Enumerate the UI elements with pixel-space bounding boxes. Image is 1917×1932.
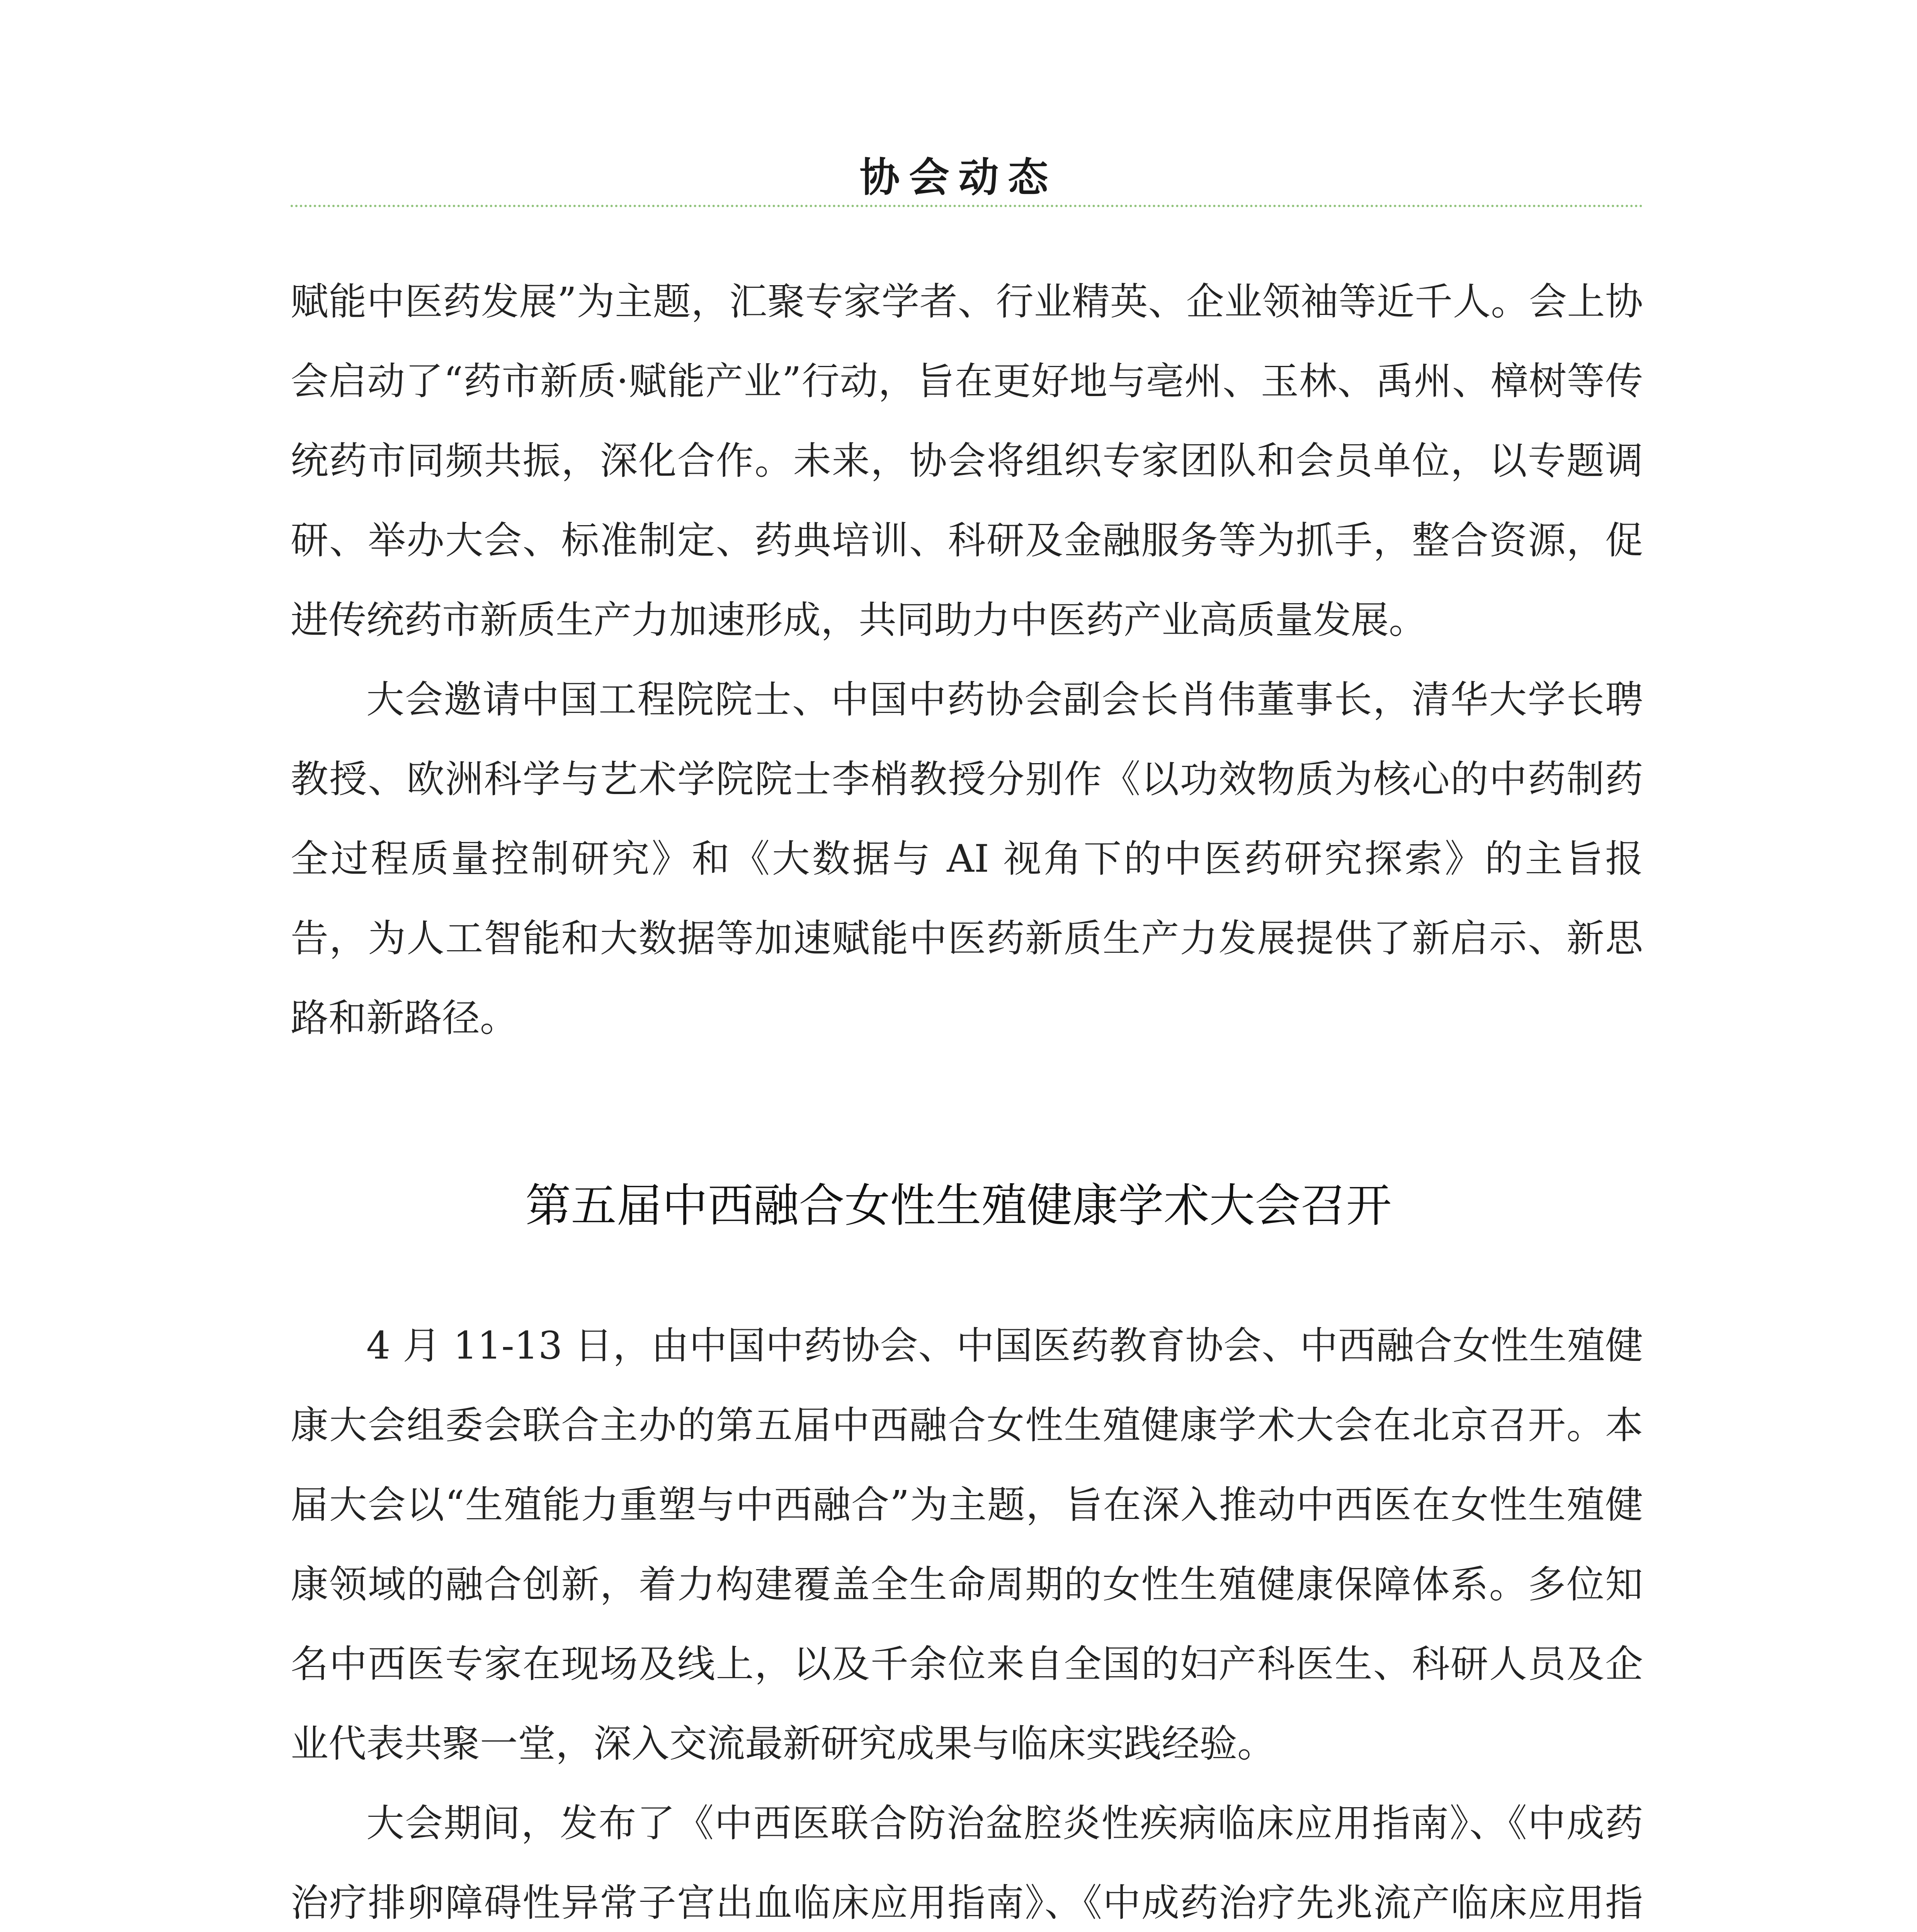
section-heading: 第五届中西融合女性生殖健康学术大会召开 [525,1179,1392,1232]
article-continuation [291,262,1643,1058]
paragraph: 大会邀请中国工程院院士、中国中药协会副会长肖伟董事长，清华大学长聘教授、欧洲科学与艺术学院院士李梢教授分别作《以功效物质为核心的中药制药全过程质量控制研究》和《大数据与 AI 视角下的中医药研究探索》的主旨报告，为人工智能和大数据等加速赋能中医药新质生产力发展提供了新启示、新思路和新路径。 [291,678,1643,1040]
paragraph: 4 月 11-13 日，由中国中药协会、中国医药教育协会、中西融合女性生殖健康大会组委会联合主办的第五届中西融合女性生殖健康学术大会在北京召开。本届大会以“生殖能力重塑与中西融合”为主题，旨在深入推动中西医在女性生殖健康领域的融合创新，着力构建覆盖全生命周期的女性生殖健康保障体系。多位知名中西医专家在现场及线上，以及千余位来自全国的妇产科医生、科研人员及企业代表共聚一堂，深入交流最新研究成果与临床实践经验。 [291,1324,1643,1766]
article-body [291,1306,1643,1932]
header-divider [291,205,1643,207]
page-header-title: 协会动态 [859,153,1058,201]
paragraph: 赋能中医药发展”为主题，汇聚专家学者、行业精英、企业领袖等近千人。会上协会启动了“药市新质·赋能产业”行动，旨在更好地与亳州、玉林、禹州、樟树等传统药市同频共振，深化合作。未来，协会将组织专家团队和会员单位，以专题调研、举办大会、标准制定、药典培训、科研及金融服务等为抓手，整合资源，促进传统药市新质生产力加速形成，共同助力中医药产业高质量发展。 [291,280,1643,642]
paragraph: 大会期间，发布了《中西医联合防治盆腔炎性疾病临床应用指南》、《中成药治疗排卵障碍性异常子宫出血临床应用指南》、《中成药治疗先兆流产临床应用指 [291,1801,1643,1925]
